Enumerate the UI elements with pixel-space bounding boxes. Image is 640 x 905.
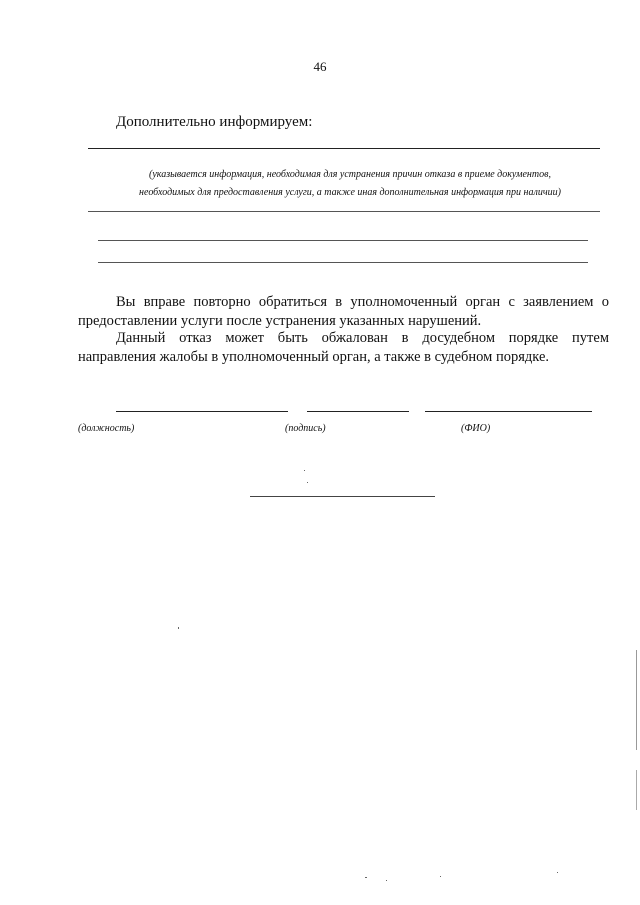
scan-edge-mark [636, 770, 637, 810]
info-line-1 [88, 148, 600, 149]
info-hint-line-2: необходимых для предоставления услуги, а также иная дополнительная информация при наличии) [139, 187, 561, 198]
scan-speck [386, 880, 387, 881]
position-line [116, 411, 288, 412]
name-label: (ФИО) [461, 423, 491, 434]
repeat-application-paragraph: Вы вправе повторно обратиться в уполномоченный орган с заявлением о предоставлении услуги после устранения указанных нарушений. [78, 294, 609, 329]
scan-speck [557, 872, 558, 873]
info-hint-line-1: (указывается информация, необходимая для устранения причин отказа в приеме документов, [149, 169, 551, 180]
position-label: (должность) [78, 423, 135, 434]
info-line-2 [88, 211, 600, 212]
page-number: 46 [313, 59, 327, 74]
signature-label: (подпись) [285, 423, 326, 434]
closing-line [250, 496, 435, 497]
scan-speck [178, 627, 179, 629]
scan-speck [304, 470, 305, 471]
appeal-paragraph: Данный отказ может быть обжалован в досудебном порядке путем направления жалобы в уполномоченный орган, а также в судебном порядке. [78, 330, 609, 365]
info-line-4 [98, 262, 588, 263]
info-heading: Дополнительно информируем: [116, 114, 313, 130]
scan-speck [307, 482, 308, 483]
signature-line [307, 411, 409, 412]
info-line-3 [98, 240, 588, 241]
scan-speck [365, 877, 367, 878]
scan-edge-mark [636, 650, 637, 750]
scan-speck [440, 876, 441, 877]
name-line [425, 411, 592, 412]
